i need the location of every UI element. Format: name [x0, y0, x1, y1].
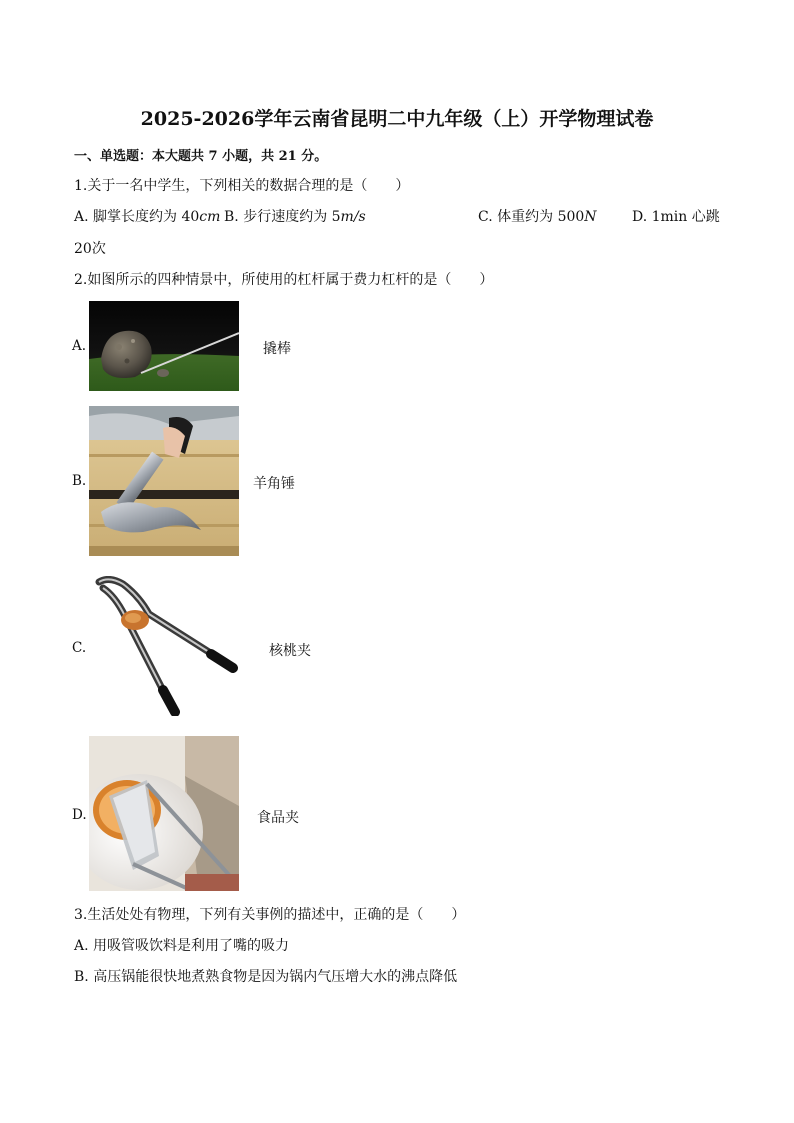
question-1-option-a	[74, 206, 220, 226]
claw-hammer-photo	[89, 406, 239, 556]
question-1-option-c	[478, 206, 597, 226]
question-1-option-d: D. 1min 心跳	[632, 209, 720, 225]
option-c-text: C. 体重约为 500	[478, 209, 585, 225]
question-2-option-a-caption: 撬棒	[263, 341, 291, 357]
crowbar-rock-photo	[89, 301, 239, 391]
question-3-option-a: A. 用吸管吸饮料是利用了嘴的吸力	[74, 938, 290, 954]
question-2-option-b-label: B.	[72, 473, 87, 489]
question-1-option-b	[224, 206, 366, 226]
section-heading: 一、单选题：本大题共 7 小题，共 21 分。	[74, 149, 328, 164]
food-tongs-photo	[89, 736, 239, 891]
option-b-text: B. 步行速度约为 5	[224, 209, 341, 225]
question-3-stem: 3.生活处处有物理，下列有关事例的描述中，正确的是（ ）	[74, 907, 466, 923]
nutcracker-photo	[89, 576, 239, 716]
option-a-text: A. 脚掌长度约为 40	[74, 209, 200, 225]
question-2-stem: 2.如图所示的四种情景中，所使用的杠杆属于费力杠杆的是（ ）	[74, 272, 494, 288]
question-2-option-b-caption: 羊角锤	[253, 476, 295, 492]
option-b-unit: m/s	[340, 209, 366, 225]
question-2-option-c-caption: 核桃夹	[269, 643, 311, 659]
option-a-unit: cm	[199, 209, 221, 225]
question-1-stem: 1.关于一名中学生，下列相关的数据合理的是（ ）	[74, 178, 410, 194]
exam-title: 2025-2026学年云南省昆明二中九年级（上）开学物理试卷	[140, 108, 654, 130]
option-c-unit: N	[584, 209, 597, 225]
question-3-option-b: B. 高压锅能很快地煮熟食物是因为锅内气压增大水的沸点降低	[74, 969, 458, 985]
question-1-option-d-continued: 20次	[74, 241, 106, 257]
question-2-option-d-label: D.	[72, 807, 87, 823]
question-2-option-c-label: C.	[72, 640, 87, 656]
question-2-option-a-label: A.	[72, 338, 87, 354]
question-2-option-d-caption: 食品夹	[257, 810, 299, 826]
